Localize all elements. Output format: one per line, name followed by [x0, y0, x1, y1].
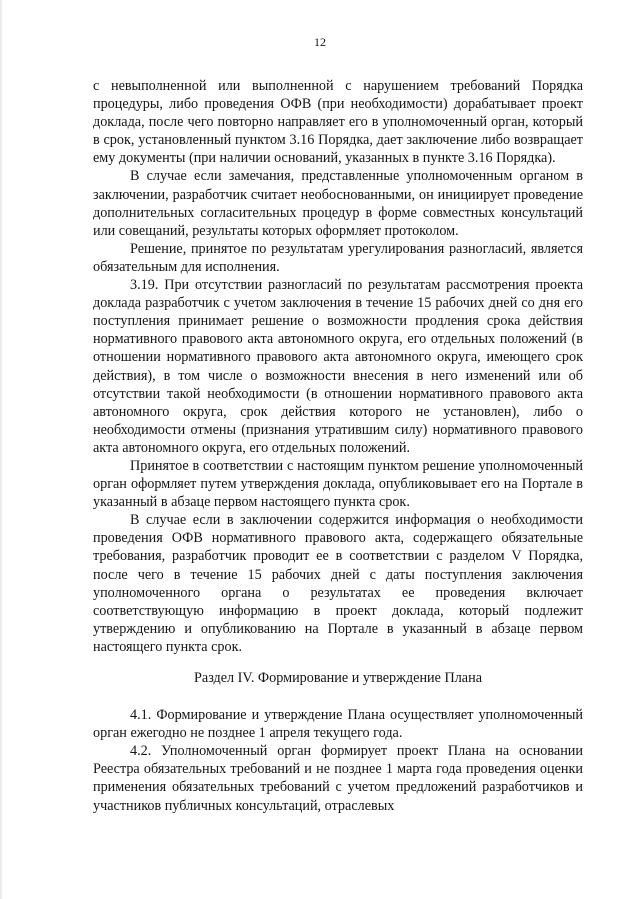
scan-edge [0, 0, 3, 899]
paragraph-approval: Принятое в соответствии с настоящим пунктом решение уполномоченный орган оформляет путем утверждения доклада, опубликовывает его на Портале в указанный в абзаце первом настоящего пункта срок. [93, 457, 583, 511]
paragraph-objections: В случае если замечания, представленные уполномоченным органом в заключении, разработчик считает необоснованными, он инициирует проведение дополнительных согласительных процедур в форме совместных консультаций или совещаний, результаты которых оформляет протоколом. [93, 168, 583, 239]
document-body [93, 77, 583, 815]
paragraph-4-1: 4.1. Формирование и утверждение Плана осуществляет уполномоченный орган ежегодно не позднее 1 апреля текущего года. [93, 707, 583, 742]
paragraph-ofv-info: В случае если в заключении содержится информация о необходимости проведения ОФВ нормативного правового акта, содержащего обязательные требования, разработчик проводит ее в соответствии с разделом V Порядка, после чего в течение 15 рабочих дней с даты поступления заключения уполномоченного органа о результатах ее проведения включает соответствующую информацию в проект доклада, который подлежит утверждению и опубликованию на Портале в указанный в абзаце первом настоящего пункта срок. [93, 512, 583, 655]
paragraph-4-2: 4.2. Уполномоченный орган формирует проект Плана на основании Реестра обязательных требований и не позднее 1 марта года проведения оценки применения обязательных требований с учетом предложений разработчиков и участников публичных консультаций, отраслевых [93, 743, 583, 814]
paragraph-continuation: с невыполненной или выполненной с нарушением требований Порядка процедуры, либо проведения ОФВ (при необходимости) дорабатывает проект доклада, после чего повторно направляет его в уполномоченный орган, который в срок, установленный пунктом 3.16 Порядка, дает заключение либо возвращает ему документы (при наличии оснований, указанных в пункте 3.16 Порядка). [93, 78, 583, 167]
paragraph-3-19: 3.19. При отсутствии разногласий по результатам рассмотрения проекта доклада разработчик с учетом заключения в течение 15 рабочих дней со дня его поступления принимает решение о возможности продления срока действия нормативного правового акта автономного округа, его отдельных положений (в отношении нормативного правового акта автономного округа, имеющего срок действия), в том числе о возможности внесения в него изменений или об отсутствии такой необходимости (в отношении нормативного правового акта автономного округа, срок действия которого не установлен), либо о необходимости отмены (признания утратившим силу) нормативного правового акта автономного округа, его отдельных положений. [93, 277, 583, 456]
paragraph-decision-binding: Решение, принятое по результатам урегулирования разногласий, является обязательным для исполнения. [93, 240, 583, 275]
page-number: 12 [314, 35, 326, 49]
section-heading: Раздел IV. Формирование и утверждение Плана [194, 670, 482, 686]
